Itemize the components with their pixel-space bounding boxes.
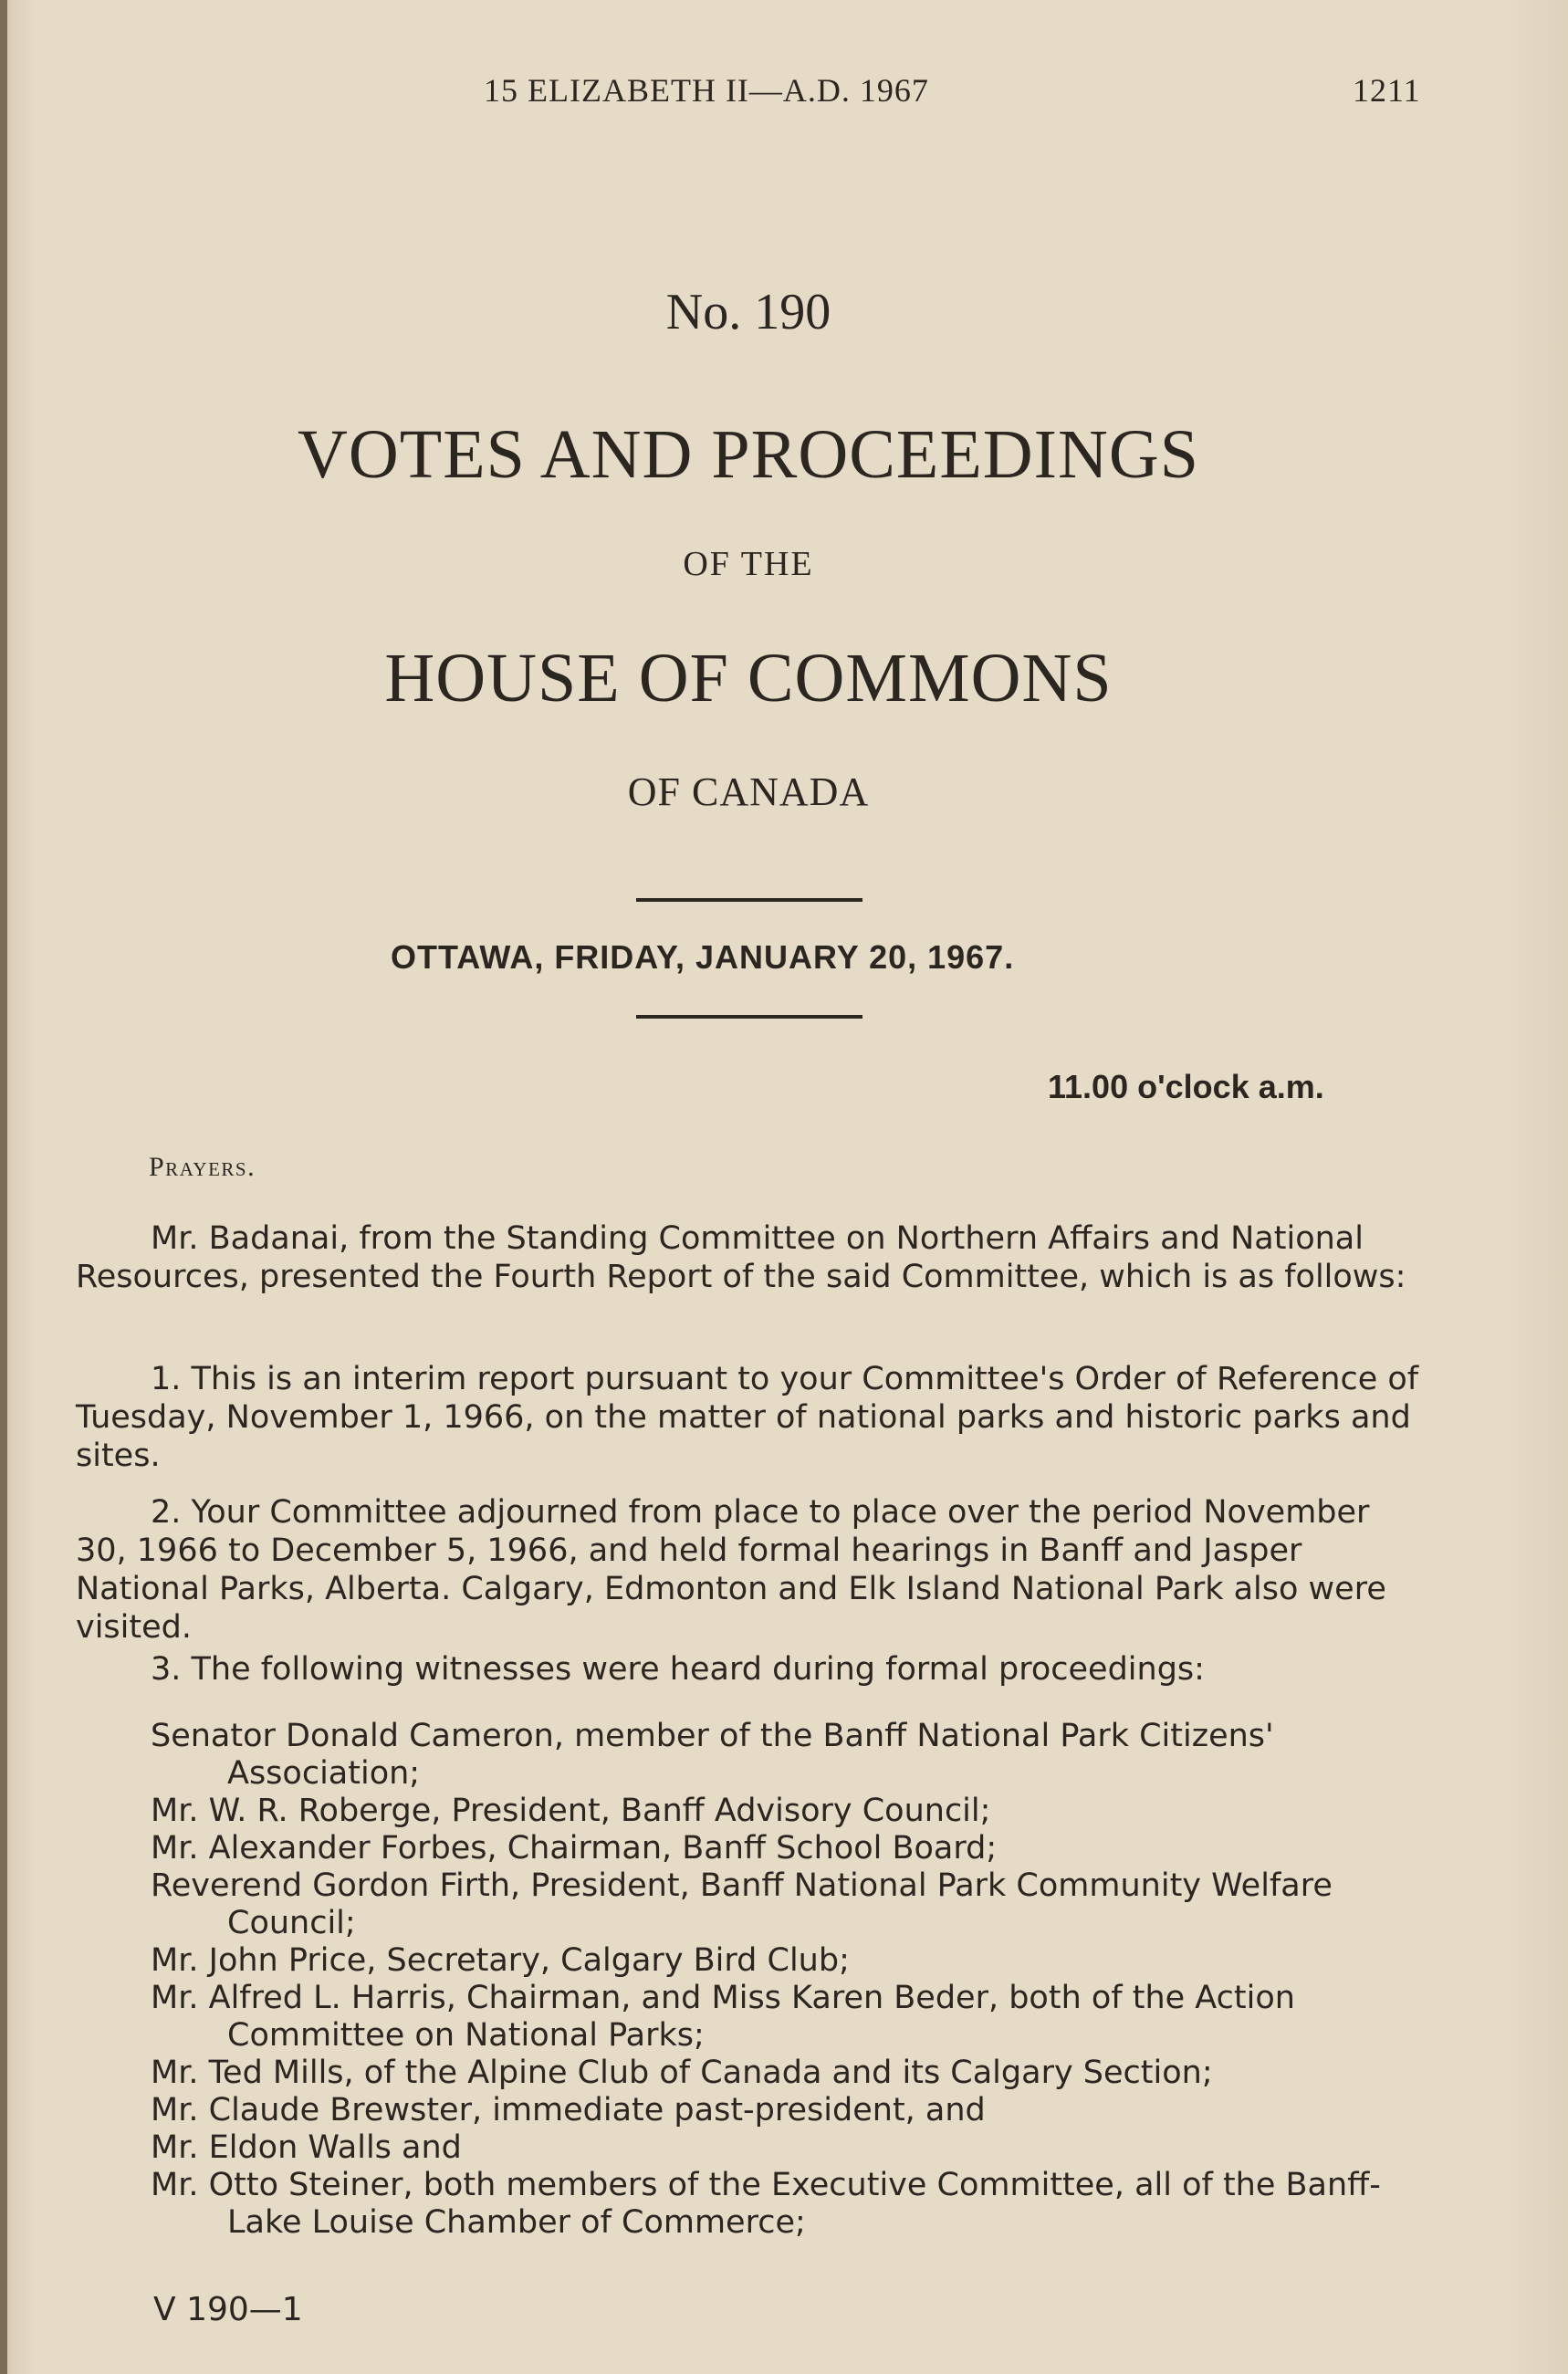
paragraph-item-3: 3. The following witnesses were heard during formal proceedings:	[151, 1651, 1205, 1688]
running-head-regnal-year: 15 ELIZABETH II—A.D. 1967	[484, 72, 929, 109]
sitting-time: 11.00 o'clock a.m.	[1048, 1068, 1324, 1105]
list-item: Reverend Gordon Firth, President, Banff National Park Community Welfare Council;	[151, 1867, 1333, 1941]
list-item: Mr. Otto Steiner, both members of the Executive Committee, all of the Banff-Lake Louise Chamber of Commerce;	[151, 2167, 1381, 2241]
title-of-canada: OF CANADA	[627, 769, 870, 814]
prayers-heading: Prayers.	[149, 1152, 256, 1182]
issue-number: No. 190	[665, 284, 831, 340]
paragraph-item-1: 1. This is an interim report pursuant to your Committee's Order of Reference of Tuesday, November 1, 1966, on the matter of national parks and historic parks and sites.	[76, 1361, 1419, 1474]
divider-rule-bottom	[636, 1015, 862, 1019]
title-of-the: OF THE	[683, 545, 814, 583]
list-item: Mr. Alexander Forbes, Chairman, Banff School Board;	[151, 1830, 998, 1867]
title-votes-and-proceedings: VOTES AND PROCEEDINGS	[298, 416, 1199, 493]
list-item: Mr. Alfred L. Harris, Chairman, and Miss Karen Beder, both of the Action Committee on National Parks;	[151, 1980, 1295, 2054]
paragraph-report-intro: Mr. Badanai, from the Standing Committee on Northern Affairs and National Resources, presented the Fourth Report of the said Committee, which is as follows:	[76, 1220, 1406, 1295]
witness-list	[151, 1718, 1428, 2242]
signature-footer: V 190—1	[153, 2291, 303, 2328]
list-item: Mr. W. R. Roberge, President, Banff Advisory Council;	[151, 1793, 991, 1829]
list-item: Mr. Claude Brewster, immediate past-president, and	[151, 2092, 986, 2128]
title-house-of-commons: HOUSE OF COMMONS	[384, 640, 1113, 716]
dateline: OTTAWA, FRIDAY, JANUARY 20, 1967.	[391, 938, 1015, 976]
list-item: Mr. Ted Mills, of the Alpine Club of Canada and its Calgary Section;	[151, 2055, 1213, 2091]
list-item: Mr. Eldon Walls and	[151, 2129, 462, 2166]
divider-rule-top	[636, 898, 862, 902]
page-number: 1211	[1353, 72, 1421, 109]
list-item: Mr. John Price, Secretary, Calgary Bird Club;	[151, 1942, 850, 1979]
binding-edge	[0, 0, 7, 2374]
list-item: Senator Donald Cameron, member of the Banff National Park Citizens' Association;	[151, 1718, 1274, 1792]
paragraph-item-2: 2. Your Committee adjourned from place to place over the period November 30, 1966 to December 5, 1966, and held formal hearings in Banff and Jasper National Parks, Alberta. Calgary, Edmonton and Elk Island National Park also were visited.	[76, 1494, 1386, 1646]
